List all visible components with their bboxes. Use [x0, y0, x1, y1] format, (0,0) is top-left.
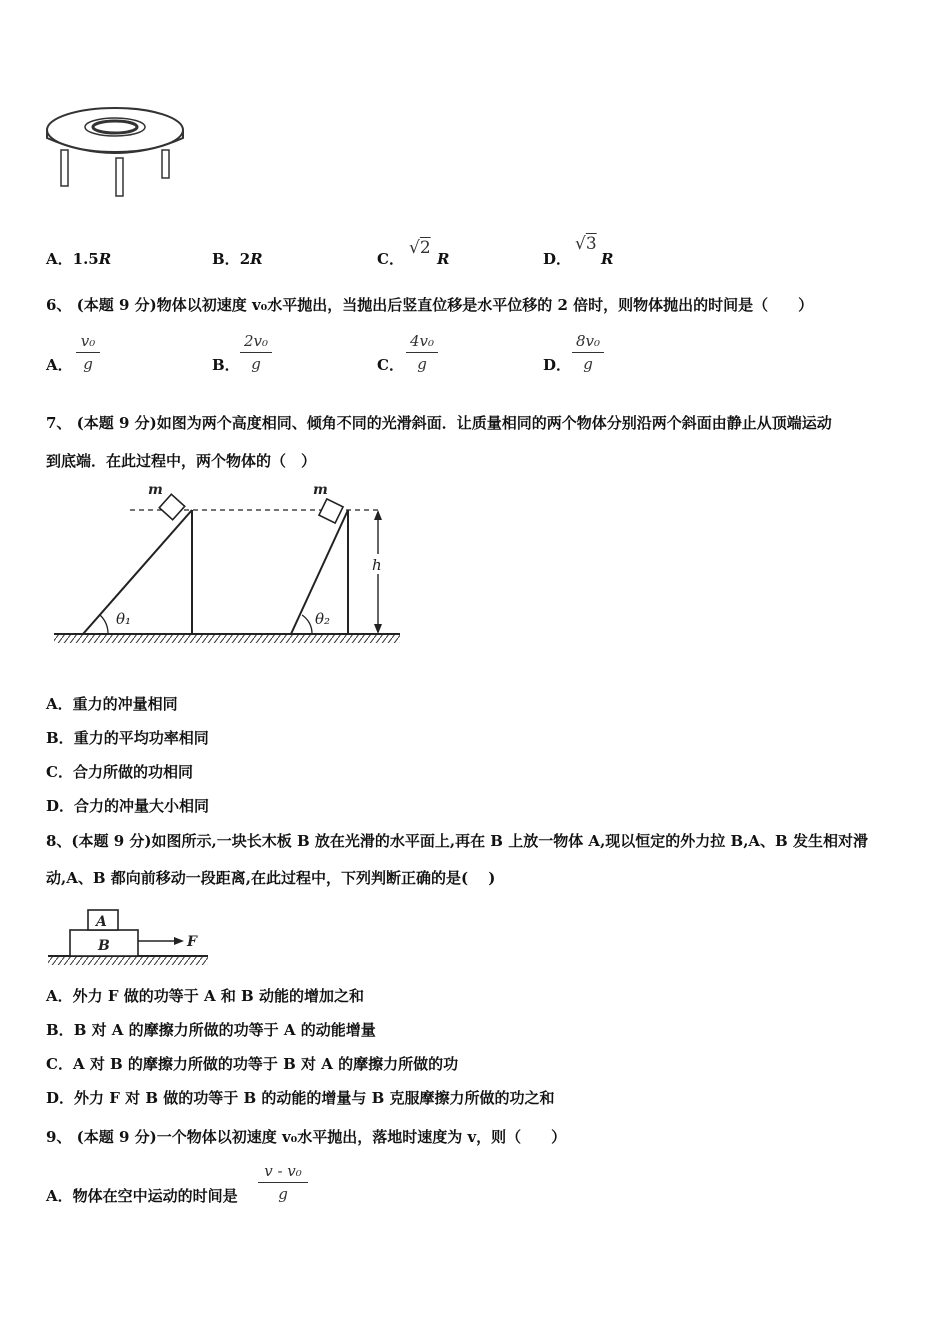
block-a-label: A — [96, 914, 107, 930]
numerator: 4v₀ — [409, 332, 435, 350]
q6-option-a-fraction — [76, 332, 100, 373]
radicand: 2 — [419, 238, 431, 258]
option-text: 重力的冲量相同 — [72, 695, 178, 713]
ground-hatch — [54, 635, 400, 643]
q8-option-d — [46, 1088, 554, 1108]
q5-option-c-var: R — [437, 250, 450, 268]
option-text: 重力的平均功率相同 — [73, 729, 209, 747]
q5-option-d — [543, 249, 571, 269]
option-label: C． — [46, 763, 73, 781]
option-label: A． — [46, 1187, 73, 1205]
q8-option-b — [46, 1020, 376, 1040]
option-label: A． — [46, 250, 73, 268]
q6-option-a-label: A． — [46, 356, 73, 374]
option-label: C． — [377, 250, 404, 268]
option-text: B 对 A 的摩擦力所做的功等于 A 的动能增量 — [73, 1021, 376, 1039]
q6-option-c-label: C． — [377, 356, 404, 374]
q8-stem-line2: 动,A、B 都向前移动一段距离,在此过程中，下列判断正确的是( ) — [46, 869, 496, 887]
option-text: A 对 B 的摩擦力所做的功等于 B 对 A 的摩擦力所做的功 — [72, 1055, 459, 1073]
denominator: g — [583, 355, 593, 373]
angle-1-arc — [100, 615, 108, 634]
q6-option-d-label: D． — [543, 356, 572, 374]
inclined-planes-figure — [50, 478, 406, 650]
option-label: B． — [212, 250, 240, 268]
angle-2-arc — [302, 615, 312, 634]
q6-option-d-fraction — [572, 332, 604, 373]
q7-option-c — [46, 762, 193, 782]
numerator: v - v₀ — [264, 1162, 302, 1180]
q9-option-a-fraction — [258, 1162, 308, 1203]
q8-stem-line1: 8、(本题 9 分)如图所示,一块长木板 B 放在光滑的水平面上,再在 B 上放一物体 A,现以恒定的外力拉 B,A、B 发生相对滑 — [46, 832, 868, 850]
force-label: F — [187, 934, 197, 950]
option-label: B． — [46, 729, 74, 747]
option-text: 物体在空中运动的时间是 — [72, 1187, 238, 1205]
numerator: v₀ — [80, 332, 96, 350]
q7-stem-line1: 7、 (本题 9 分)如图为两个高度相同、倾角不同的光滑斜面．让质量相同的两个物体分别沿两个斜面由静止从顶端运动 — [46, 414, 832, 432]
numerator: 2v₀ — [243, 332, 269, 350]
radicand: 3 — [585, 234, 597, 254]
option-text: 合力的冲量大小相同 — [74, 797, 210, 815]
numerator: 8v₀ — [575, 332, 601, 350]
q5-option-d-root: √3 — [575, 234, 597, 254]
block-b-label: B — [98, 938, 110, 954]
q5-option-b — [212, 249, 263, 269]
option-label: D． — [46, 797, 75, 815]
mass-1-label: m — [148, 482, 163, 498]
denominator: g — [417, 355, 427, 373]
option-var: R — [98, 250, 112, 268]
option-label: D． — [543, 250, 572, 268]
option-var: R — [250, 250, 263, 268]
q6-stem: 6、 (本题 9 分)物体以初速度 v₀水平抛出，当抛出后竖直位移是水平位移的 2 倍时，则物体抛出的时间是（ ） — [46, 296, 814, 314]
height-label: h — [372, 556, 382, 574]
q5-option-d-var: R — [601, 250, 614, 268]
option-label: D． — [46, 1089, 75, 1107]
q7-stem-line2: 到底端．在此过程中，两个物体的（ ） — [46, 452, 317, 470]
round-table-figure — [44, 102, 190, 202]
q6-option-c-fraction — [406, 332, 438, 373]
q9-option-a — [46, 1186, 238, 1206]
denominator: g — [83, 355, 93, 373]
q7-option-a — [46, 694, 178, 714]
height-arrow-head-bottom — [374, 624, 382, 634]
height-arrow-head-top — [374, 510, 382, 520]
mass-2-label: m — [313, 482, 328, 498]
block-board-figure — [44, 904, 212, 968]
angle-1-label: θ₁ — [116, 610, 132, 628]
block-1 — [159, 494, 184, 519]
denominator: g — [251, 355, 261, 373]
q7-option-d — [46, 796, 209, 816]
option-value: 1.5 — [72, 250, 99, 268]
option-value: 2 — [239, 250, 251, 268]
q5-option-a — [46, 249, 111, 269]
option-text: 合力所做的功相同 — [72, 763, 193, 781]
force-arrow-head — [174, 937, 184, 945]
q6-option-b-fraction — [240, 332, 272, 373]
q9-stem: 9、 (本题 9 分)一个物体以初速度 v₀水平抛出，落地时速度为 v，则（ ） — [46, 1128, 567, 1146]
option-label: A． — [46, 987, 73, 1005]
q8-option-c — [46, 1054, 458, 1074]
option-text: 外力 F 对 B 做的功等于 B 的动能的增量与 B 克服摩擦力所做的功之和 — [74, 1089, 555, 1107]
option-text: 外力 F 做的功等于 A 和 B 动能的增加之和 — [72, 987, 364, 1005]
incline-1 — [83, 510, 192, 634]
q7-option-b — [46, 728, 209, 748]
option-label: A． — [46, 695, 73, 713]
q8-option-a — [46, 986, 364, 1006]
q5-option-c-root: √2 — [409, 238, 431, 258]
option-label: C． — [46, 1055, 73, 1073]
q5-option-c — [377, 249, 404, 269]
block-2 — [319, 499, 343, 523]
ground-hatch — [48, 957, 208, 965]
denominator: g — [278, 1185, 288, 1203]
q6-option-b-label: B． — [212, 356, 240, 374]
option-label: B． — [46, 1021, 74, 1039]
angle-2-label: θ₂ — [315, 610, 331, 628]
